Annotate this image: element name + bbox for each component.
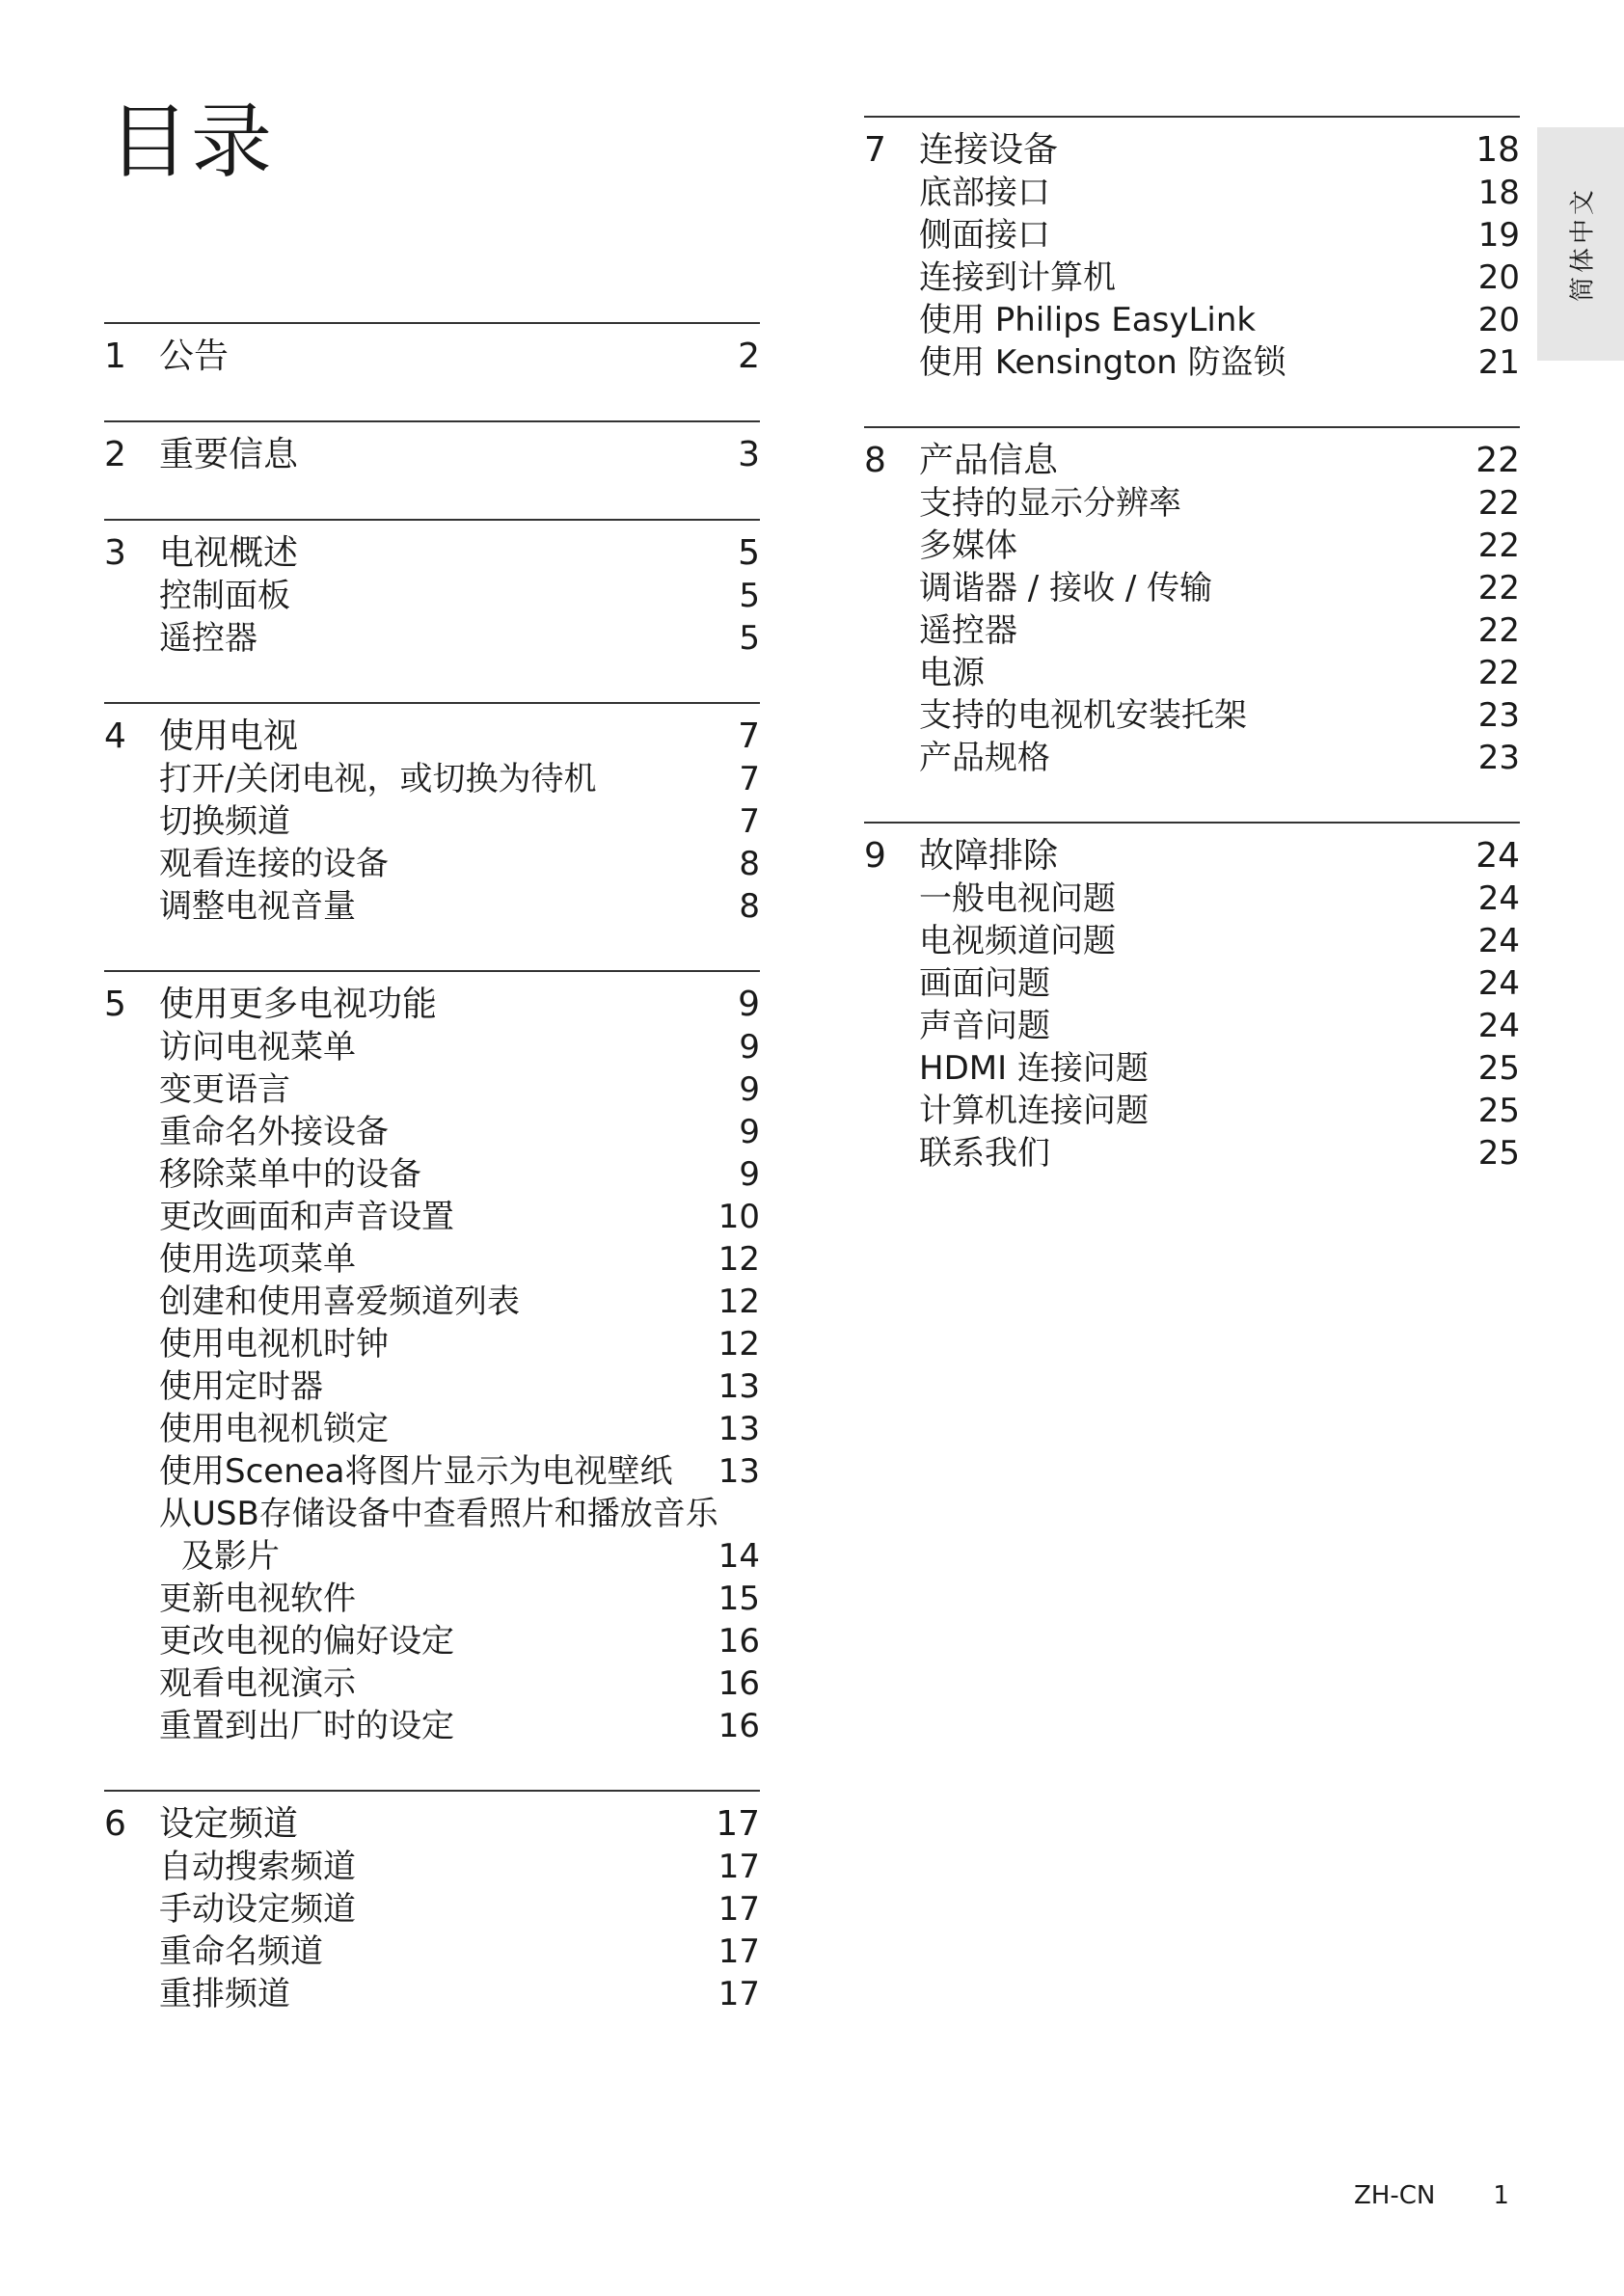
toc-subsection-entry[interactable]	[864, 299, 1520, 341]
toc-subsection-entry[interactable]	[864, 1090, 1520, 1132]
toc-subsection-entry[interactable]	[104, 1450, 760, 1493]
subsection-title: 电视频道问题	[919, 922, 1116, 960]
subsection-title: 联系我们	[919, 1134, 1050, 1173]
subsection-page-number: 22	[1477, 654, 1520, 692]
toc-chapter-entry[interactable]	[864, 129, 1520, 172]
subsection-page-number: 23	[1477, 696, 1520, 735]
subsection-page-number: 16	[717, 1707, 760, 1745]
chapter-number: 1	[104, 337, 126, 376]
subsection-page-number: 24	[1477, 922, 1520, 960]
subsection-title: 重命名频道	[159, 1932, 323, 1971]
chapter-number: 9	[864, 836, 886, 876]
subsection-title: 连接到计算机	[919, 258, 1116, 297]
toc-subsection-entry[interactable]	[864, 567, 1520, 609]
subsection-title: 从USB存储设备中查看照片和播放音乐	[159, 1495, 718, 1533]
subsection-page-number: 17	[717, 1932, 760, 1971]
toc-subsection-entry[interactable]	[864, 1047, 1520, 1090]
subsection-page-number: 22	[1477, 611, 1520, 650]
subsection-page-number: 10	[717, 1198, 760, 1236]
chapter-page-number: 22	[1475, 441, 1520, 480]
language-tab	[1537, 127, 1624, 361]
subsection-page-number: 22	[1477, 527, 1520, 565]
subsection-page-number: 12	[717, 1283, 760, 1321]
toc-subsection-entry[interactable]	[104, 1323, 760, 1365]
subsection-page-number: 25	[1477, 1049, 1520, 1088]
subsection-title: 使用 Philips EasyLink	[919, 301, 1257, 339]
subsection-page-number: 25	[1477, 1134, 1520, 1173]
chapter-title: 公告	[159, 337, 230, 376]
subsection-title: 更改电视的偏好设定	[159, 1622, 454, 1661]
subsection-title: 自动搜索频道	[159, 1848, 356, 1886]
subsection-page-number: 14	[717, 1537, 760, 1576]
subsection-page-number: 12	[717, 1240, 760, 1279]
subsection-page-number: 24	[1477, 1007, 1520, 1045]
subsection-title: 使用 Kensington 防盗锁	[919, 343, 1286, 382]
chapter-title: 故障排除	[919, 836, 1059, 876]
chapter-number: 8	[864, 441, 886, 480]
subsection-title: 支持的显示分辨率	[919, 484, 1181, 523]
chapter-page-number: 9	[738, 985, 760, 1024]
toc-subsection-entry[interactable]	[104, 885, 760, 928]
subsection-title: 产品规格	[919, 739, 1050, 777]
toc-subsection-entry[interactable]	[104, 1281, 760, 1323]
toc-subsection-entry[interactable]	[864, 1005, 1520, 1047]
toc-chapter-entry[interactable]	[104, 1803, 760, 1846]
subsection-page-number: 5	[739, 577, 760, 615]
toc-subsection-entry[interactable]	[104, 1888, 760, 1931]
toc-subsection-entry[interactable]	[864, 694, 1520, 737]
subsection-title: 计算机连接问题	[919, 1092, 1149, 1130]
toc-subsection-entry[interactable]	[104, 1068, 760, 1111]
toc-subsection-entry[interactable]	[104, 1365, 760, 1408]
toc-subsection-entry[interactable]	[864, 878, 1520, 920]
subsection-page-number: 17	[717, 1848, 760, 1886]
subsection-page-number: 22	[1477, 569, 1520, 608]
subsection-page-number: 25	[1477, 1092, 1520, 1130]
subsection-title: 多媒体	[919, 527, 1017, 565]
toc-section-7	[864, 116, 1520, 384]
toc-section-4	[104, 702, 760, 928]
subsection-title: 使用定时器	[159, 1367, 323, 1406]
language-tab-label: 简体中文	[1568, 185, 1598, 303]
chapter-number: 7	[864, 130, 886, 170]
subsection-page-number: 8	[739, 887, 760, 926]
subsection-title: 打开/关闭电视，或切换为待机	[159, 760, 597, 798]
subsection-title: HDMI 连接问题	[919, 1049, 1149, 1088]
toc-subsection-entry[interactable]	[104, 800, 760, 843]
subsection-title: 更改画面和声音设置	[159, 1198, 454, 1236]
subsection-title: 及影片	[181, 1537, 280, 1576]
toc-section-6	[104, 1790, 760, 2015]
subsection-title: 使用Scenea将图片显示为电视壁纸	[159, 1452, 673, 1491]
toc-chapter-entry[interactable]	[104, 532, 760, 575]
chapter-title: 设定频道	[159, 1804, 299, 1844]
toc-section-9	[864, 822, 1520, 1175]
subsection-title: 调谐器 / 接收 / 传输	[919, 569, 1213, 608]
subsection-title: 观看电视演示	[159, 1664, 356, 1703]
subsection-title: 创建和使用喜爱频道列表	[159, 1283, 520, 1321]
toc-subsection-entry[interactable]	[864, 257, 1520, 299]
footer-page-number: 1	[1493, 2181, 1509, 2210]
subsection-page-number: 13	[717, 1410, 760, 1448]
chapter-title: 重要信息	[159, 435, 299, 474]
chapter-title: 使用电视	[159, 716, 299, 756]
subsection-title: 控制面板	[159, 577, 290, 615]
subsection-page-number: 9	[739, 1113, 760, 1151]
toc-subsection-entry[interactable]	[864, 525, 1520, 567]
chapter-page-number: 2	[738, 337, 760, 376]
toc-subsection-entry[interactable]	[104, 843, 760, 885]
subsection-page-number: 16	[717, 1664, 760, 1703]
subsection-page-number: 13	[717, 1367, 760, 1406]
chapter-page-number: 24	[1475, 836, 1520, 876]
chapter-number: 6	[104, 1804, 126, 1844]
subsection-title: 一般电视问题	[919, 879, 1116, 918]
subsection-title: 支持的电视机安装托架	[919, 696, 1247, 735]
subsection-title: 切换频道	[159, 802, 290, 841]
subsection-title: 更新电视软件	[159, 1580, 356, 1618]
toc-subsection-entry[interactable]	[864, 962, 1520, 1005]
toc-subsection-entry[interactable]	[104, 1973, 760, 2015]
subsection-page-number: 9	[739, 1155, 760, 1194]
toc-subsection-entry[interactable]	[864, 1132, 1520, 1175]
toc-subsection-entry[interactable]	[104, 1705, 760, 1747]
subsection-title: 手动设定频道	[159, 1890, 356, 1929]
footer-language-code: ZH-CN	[1354, 2181, 1436, 2210]
subsection-title: 使用电视机时钟	[159, 1325, 389, 1364]
toc-section-5	[104, 970, 760, 1747]
subsection-title: 底部接口	[919, 174, 1050, 212]
subsection-page-number: 20	[1477, 301, 1520, 339]
toc-chapter-entry[interactable]	[104, 716, 760, 758]
toc-subsection-entry[interactable]	[104, 1111, 760, 1153]
toc-subsection-entry[interactable]	[104, 1578, 760, 1620]
subsection-page-number: 24	[1477, 879, 1520, 918]
toc-subsection-entry[interactable]	[104, 1196, 760, 1238]
toc-chapter-entry[interactable]	[864, 440, 1520, 482]
toc-subsection-entry[interactable]	[104, 1153, 760, 1196]
toc-subsection-entry[interactable]	[104, 1026, 760, 1068]
subsection-title: 电源	[919, 654, 985, 692]
toc-chapter-entry[interactable]	[104, 434, 760, 476]
chapter-number: 2	[104, 435, 126, 474]
subsection-page-number: 20	[1477, 258, 1520, 297]
toc-subsection-entry[interactable]	[104, 1535, 760, 1578]
subsection-title: 重置到出厂时的设定	[159, 1707, 454, 1745]
chapter-page-number: 5	[738, 533, 760, 573]
toc-chapter-entry[interactable]	[864, 835, 1520, 878]
subsection-page-number: 7	[739, 760, 760, 798]
subsection-title: 观看连接的设备	[159, 845, 389, 883]
subsection-page-number: 7	[739, 802, 760, 841]
page-footer	[1354, 2181, 1509, 2210]
page-title: 目录	[108, 95, 275, 189]
toc-chapter-entry[interactable]	[104, 336, 760, 378]
subsection-page-number: 23	[1477, 739, 1520, 777]
toc-subsection-entry[interactable]	[104, 758, 760, 800]
subsection-title: 侧面接口	[919, 216, 1050, 255]
subsection-title: 变更语言	[159, 1070, 290, 1109]
subsection-page-number: 12	[717, 1325, 760, 1364]
subsection-page-number: 5	[739, 619, 760, 658]
toc-section-2	[104, 420, 760, 476]
subsection-title: 遥控器	[919, 611, 1017, 650]
chapter-title: 产品信息	[919, 441, 1059, 480]
toc-subsection-entry[interactable]	[864, 482, 1520, 525]
subsection-page-number: 19	[1477, 216, 1520, 255]
chapter-title: 连接设备	[919, 130, 1059, 170]
chapter-title: 电视概述	[159, 533, 299, 573]
chapter-page-number: 18	[1475, 130, 1520, 170]
toc-subsection-entry[interactable]	[104, 1846, 760, 1888]
subsection-page-number: 13	[717, 1452, 760, 1491]
toc-subsection-entry[interactable]	[864, 920, 1520, 962]
toc-section-3	[104, 519, 760, 660]
toc-subsection-entry[interactable]	[104, 1408, 760, 1450]
toc-subsection-entry[interactable]	[104, 1931, 760, 1973]
toc-subsection-entry[interactable]	[864, 737, 1520, 779]
subsection-page-number: 24	[1477, 964, 1520, 1003]
subsection-page-number: 18	[1477, 174, 1520, 212]
toc-right-column	[864, 116, 1520, 1217]
toc-subsection-entry[interactable]	[104, 1238, 760, 1281]
subsection-title: 访问电视菜单	[159, 1028, 356, 1067]
toc-subsection-entry[interactable]	[864, 172, 1520, 214]
subsection-title: 调整电视音量	[159, 887, 356, 926]
subsection-title: 画面问题	[919, 964, 1050, 1003]
subsection-title: 重命名外接设备	[159, 1113, 389, 1151]
chapter-number: 5	[104, 985, 126, 1024]
subsection-page-number: 22	[1477, 484, 1520, 523]
toc-subsection-entry[interactable]	[104, 617, 760, 660]
subsection-page-number: 8	[739, 845, 760, 883]
toc-subsection-entry[interactable]	[864, 652, 1520, 694]
subsection-page-number: 17	[717, 1975, 760, 2013]
subsection-page-number: 9	[739, 1070, 760, 1109]
chapter-page-number: 3	[738, 435, 760, 474]
chapter-page-number: 17	[716, 1804, 760, 1844]
subsection-page-number: 15	[717, 1580, 760, 1618]
subsection-title: 重排频道	[159, 1975, 290, 2013]
chapter-title: 使用更多电视功能	[159, 985, 438, 1024]
toc-subsection-entry[interactable]	[864, 609, 1520, 652]
subsection-title: 使用电视机锁定	[159, 1410, 389, 1448]
subsection-page-number: 17	[717, 1890, 760, 1929]
toc-section-8	[864, 426, 1520, 779]
subsection-title: 移除菜单中的设备	[159, 1155, 421, 1194]
subsection-page-number: 21	[1477, 343, 1520, 382]
toc-subsection-entry[interactable]	[104, 1493, 760, 1535]
subsection-title: 声音问题	[919, 1007, 1050, 1045]
subsection-title: 遥控器	[159, 619, 257, 658]
chapter-number: 4	[104, 716, 126, 756]
toc-subsection-entry[interactable]	[104, 1620, 760, 1662]
chapter-page-number: 7	[738, 716, 760, 756]
toc-section-1	[104, 322, 760, 378]
toc-subsection-entry[interactable]	[104, 1662, 760, 1705]
toc-left-column	[104, 322, 760, 2058]
toc-subsection-entry[interactable]	[104, 575, 760, 617]
subsection-page-number: 16	[717, 1622, 760, 1661]
toc-subsection-entry[interactable]	[864, 341, 1520, 384]
toc-subsection-entry[interactable]	[864, 214, 1520, 257]
subsection-title: 使用选项菜单	[159, 1240, 356, 1279]
toc-chapter-entry[interactable]	[104, 984, 760, 1026]
subsection-page-number: 9	[739, 1028, 760, 1067]
chapter-number: 3	[104, 533, 126, 573]
